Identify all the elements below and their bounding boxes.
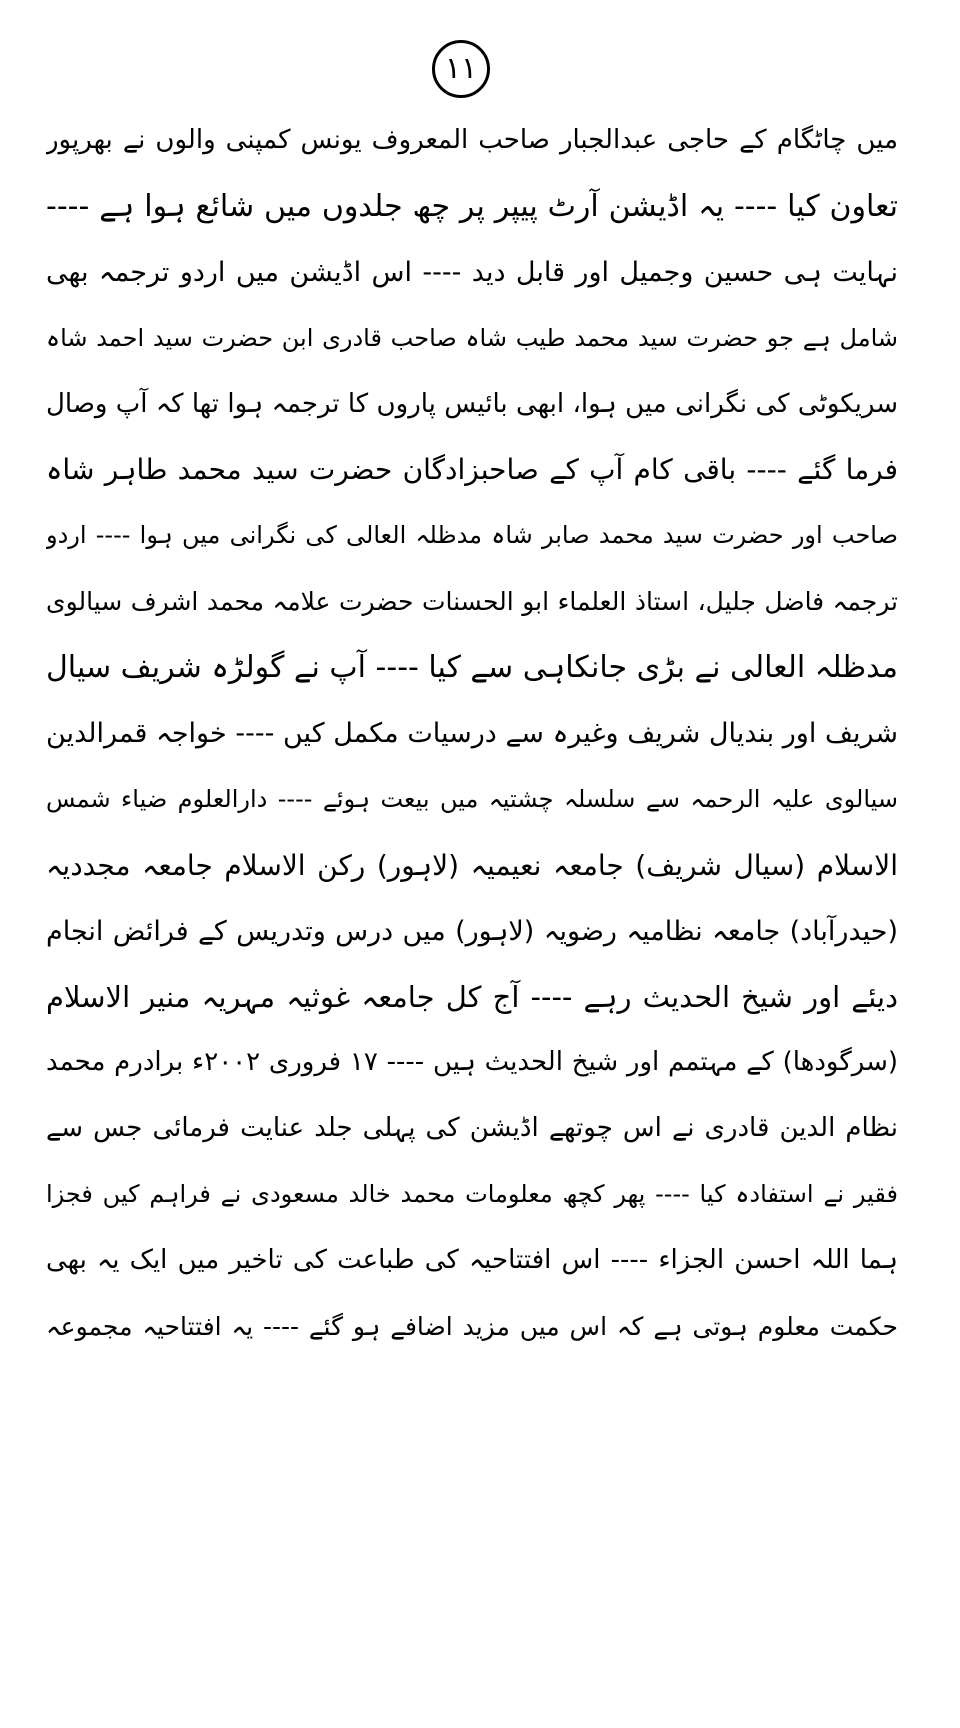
text-line: تعاون کیا ---- یہ اڈیشن آرٹ پیپر پر چھ جلدوں میں شائع ہوا ہے ----: [46, 188, 898, 224]
page-number-circle: [432, 40, 490, 98]
text-line: فرما گئے ---- باقی کام آپ کے صاحبزادگان حضرت سید محمد طاہر شاہ: [46, 453, 898, 487]
text-line: سیالوی علیہ الرحمہ سے سلسلہ چشتیہ میں بیعت ہوئے ---- دارالعلوم ضیاء شمس: [46, 784, 898, 813]
text-line: دیئے اور شیخ الحدیث رہے ---- آج کل جامعہ غوثیہ مہریہ منیر الاسلام: [46, 979, 898, 1014]
text-line: (سرگودھا) کے مہتمم اور شیخ الحدیث ہیں ---- ۱۷ فروری ۲۰۰۲ء برادرم محمد: [46, 1047, 898, 1078]
page-number: ۱۱: [444, 51, 478, 86]
text-line: ترجمہ فاضل جلیل، استاذ العلماء ابو الحسنات حضرت علامہ محمد اشرف سیالوی: [46, 587, 898, 617]
text-line: مدظلہ العالی نے بڑی جانکاہی سے کیا ---- آپ نے گولڑہ شریف سیال: [46, 650, 898, 686]
text-line: ہما اللہ احسن الجزاء ---- اس افتتاحیہ کی طباعت کی تاخیر میں ایک یہ بھی: [46, 1245, 898, 1276]
text-line: شامل ہے جو حضرت سید محمد طیب شاہ صاحب قادری ابن حضرت سید احمد شاہ: [46, 323, 898, 352]
text-line: نظام الدین قادری نے اس چوتھے اڈیشن کی پہلی جلد عنایت فرمائی جس سے: [46, 1113, 898, 1144]
text-line: حکمت معلوم ہوتی ہے کہ اس میں مزید اضافے ہو گئے ---- یہ افتتاحیہ مجموعہ: [46, 1312, 898, 1342]
text-line: صاحب اور حضرت سید محمد صابر شاہ مدظلہ العالی کی نگرانی میں ہوا ---- اردو: [46, 521, 898, 550]
text-line: (حیدرآباد) جامعہ نظامیہ رضویہ (لاہور) میں درس وتدریس کے فرائض انجام: [46, 915, 898, 947]
text-line: فقیر نے استفادہ کیا ---- پھر کچھ معلومات محمد خالد مسعودی نے فراہم کیں فجزا: [46, 1180, 898, 1209]
text-line: الاسلام (سیال شریف) جامعہ نعیمیہ (لاہور) رکن الاسلام جامعہ مجددیہ: [46, 848, 898, 882]
text-line: سریکوٹی کی نگرانی میں ہوا، ابھی بائیس پاروں کا ترجمہ ہوا تھا کہ آپ وصال: [46, 388, 898, 419]
text-line: نہایت ہی حسین وجمیل اور قابل دید ---- اس اڈیشن میں اردو ترجمہ بھی: [46, 256, 898, 288]
text-line: میں چاٹگام کے حاجی عبدالجبار صاحب المعروف یونس کمپنی والوں نے بھرپور: [46, 125, 898, 155]
text-line: شریف اور بندیال شریف وغیرہ سے درسیات مکمل کیں ---- خواجہ قمرالدین: [46, 718, 898, 750]
body-text: [46, 108, 898, 1360]
